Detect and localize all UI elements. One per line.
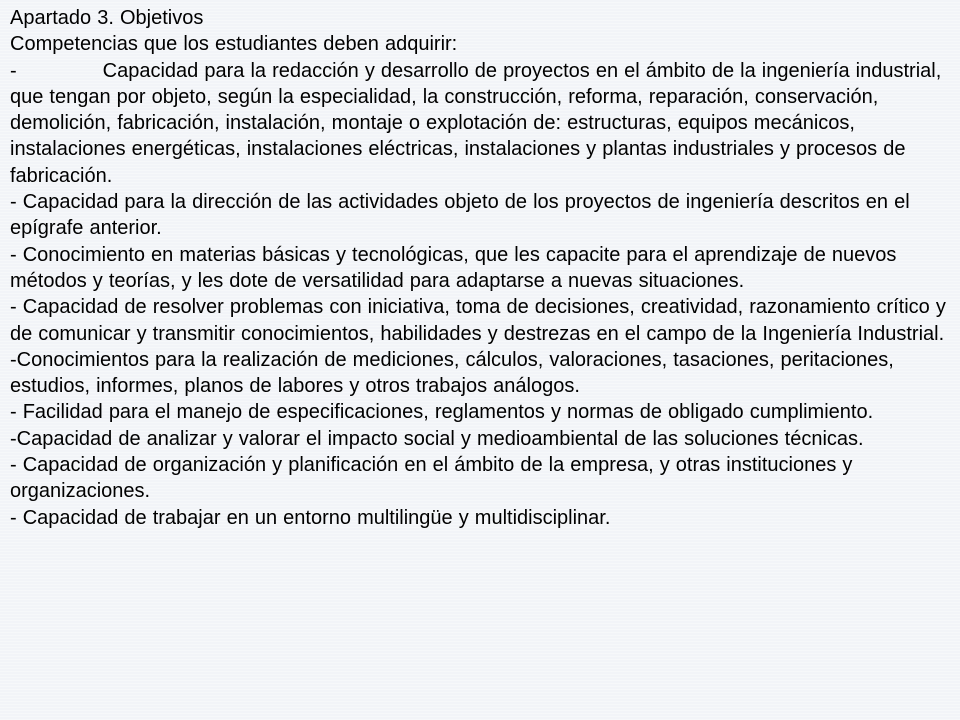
section-heading: Apartado 3. Objetivos: [10, 7, 204, 29]
competency-item-6: - Facilidad para el manejo de especificaciones, reglamentos y normas de obligado cumplimiento.: [10, 401, 874, 424]
competency-item-3: - Conocimiento en materias básicas y tecnológicas, que les capacite para el aprendizaje de nuevos métodos y teorías, y les dote de versatilidad para adaptarse a nuevas situaciones.: [10, 243, 897, 292]
competency-item-5: -Conocimientos para la realización de mediciones, cálculos, valoraciones, tasaciones, peritaciones, estudios, informes, planos de labores y otros trabajos análogos.: [10, 348, 894, 398]
competency-item-8: - Capacidad de organización y planificación en el ámbito de la empresa, y otras instituciones y organizaciones.: [10, 454, 853, 503]
competency-item-4: - Capacidad de resolver problemas con iniciativa, toma de decisiones, creatividad, razonamiento crítico y de comunicar y transmitir conocimientos, habilidades y destrezas en el campo de la Ingeniería Industrial.: [10, 296, 946, 345]
objectives-text: [10, 5, 950, 531]
item-1-text: Capacidad para la redacción y desarrollo de proyectos en el ámbito de la ingeniería industrial, que tengan por objeto, según la especialidad, la construcción, reforma, reparación, conservación, demolición, fabricación, instalación, montaje o explotación de: estructuras, equipos mecánicos, instalaciones energéticas, instalaciones eléctricas, instalaciones y plantas industriales y procesos de fabricación.: [10, 59, 942, 187]
competency-item-2: - Capacidad para la dirección de las actividades objeto de los proyectos de ingeniería descritos en el epígrafe anterior.: [10, 191, 910, 240]
competency-item-9: - Capacidad de trabajar en un entorno multilingüe y multidisciplinar.: [10, 506, 611, 529]
competency-item-7: -Capacidad de analizar y valorar el impacto social y medioambiental de las soluciones técnicas.: [10, 427, 864, 450]
competency-item-1: [10, 58, 950, 189]
competencies-intro: Competencias que los estudiantes deben adquirir:: [10, 33, 458, 56]
item-1-bullet: -: [10, 59, 17, 82]
